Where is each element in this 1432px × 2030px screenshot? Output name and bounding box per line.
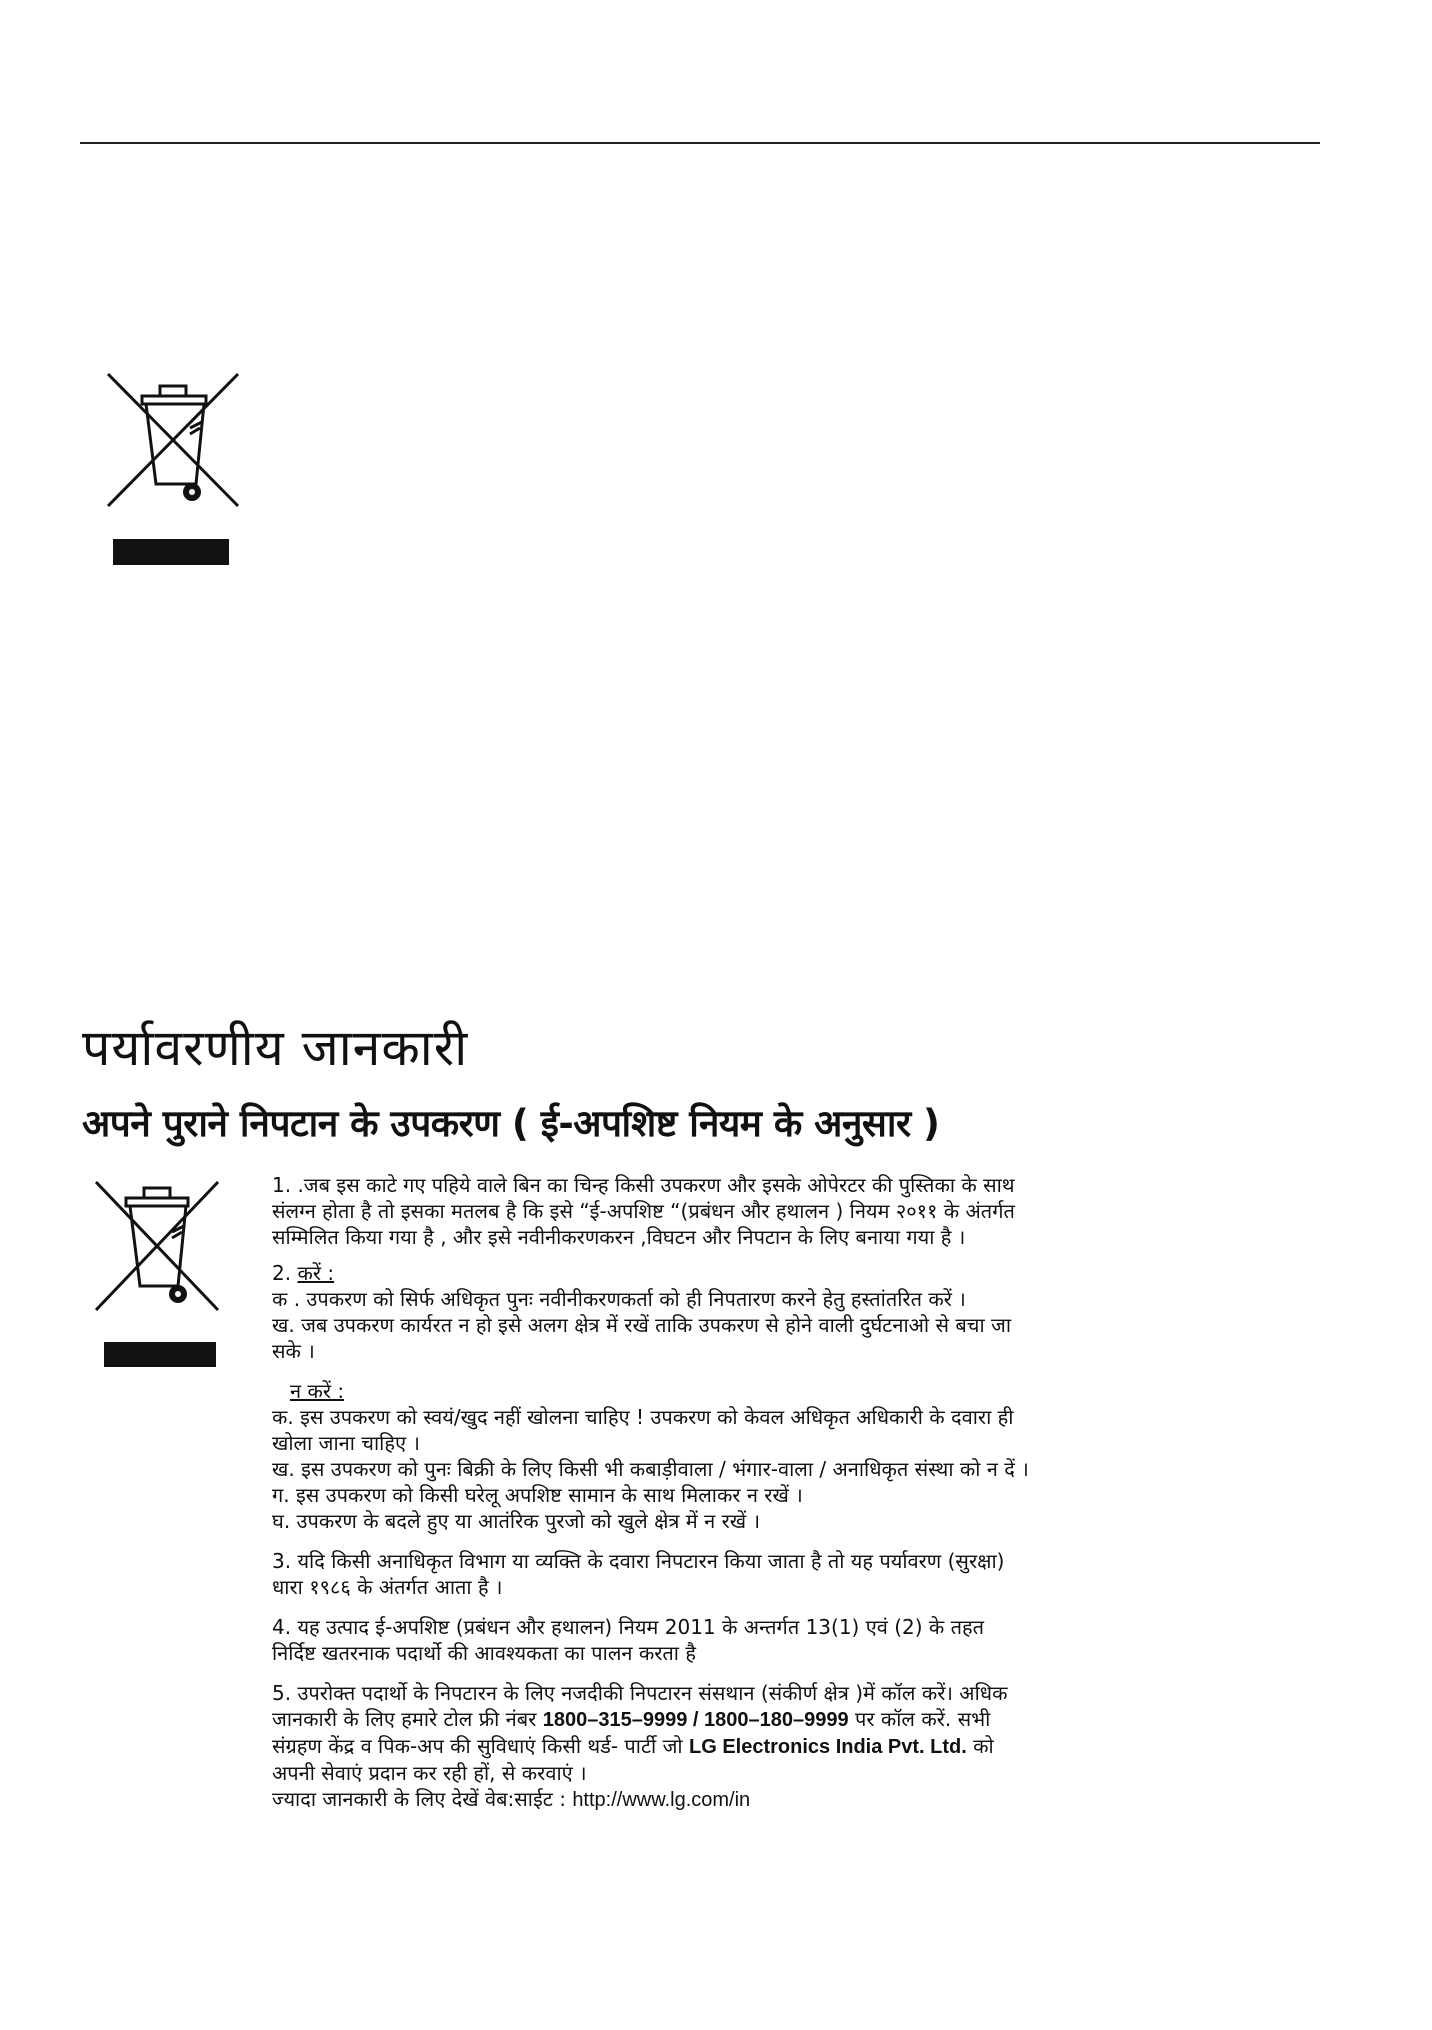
crossed-out-bin-icon-2 xyxy=(92,1176,222,1314)
weee-bar-2 xyxy=(104,1342,216,1367)
company-name: LG Electronics India Pvt. Ltd. xyxy=(688,1736,967,1758)
website-label: ज्यादा जानकारी के लिए देखें वेब:साईट : xyxy=(272,1787,566,1811)
point-3: 3. यदि किसी अनाधिकृत विभाग या व्यक्ति के दवारा निपटारन किया जाता है तो यह पर्यावरण (सुरक्षा) धारा १९८६ के अंतर्गत आता है । xyxy=(272,1549,1005,1599)
do-heading: करें : xyxy=(297,1261,335,1285)
do-item-b: ख. जब उपकरण कार्यरत न हो इसे अलग क्षेत्र में रखें ताकि उपकरण से होने वाली दुर्घटनाओ से बचा जा सके । xyxy=(272,1313,1012,1363)
website-line xyxy=(272,1786,1032,1813)
section-subtitle: अपने पुराने निपटान के उपकरण ( ई-अपशिष्ट नियम के अनुसार ) xyxy=(82,1102,940,1145)
dont-item-b: ख. इस उपकरण को पुनः बिक्री के लिए किसी भी कबाड़ीवाला / भंगार-वाला / अनाधिकृत संस्था को न दें । xyxy=(272,1457,1029,1481)
point-2-number: 2. xyxy=(272,1261,292,1285)
point-5-text-b: पर कॉल करें. सभी संग्रहण केंद्र व पिक-अप की सुविधाएं किसी थर्ड- पार्टी जो xyxy=(272,1707,991,1758)
dont-item-d: घ. उपकरण के बदले हुए या आतंरिक पुरजो को खुले क्षेत्र में न रखें । xyxy=(272,1509,761,1533)
point-1: 1. .जब इस काटे गए पहिये वाले बिन का चिन्ह किसी उपकरण और इसके ओपेरटर की पुस्तिका के साथ संलग्न होता है तो इसका मतलब है कि इसे “ई-अपशिष्ट “(प्रबंधन और हथालन ) नियम २०११ के अंतर्गत सम्मिलित किया गया है , और इसे नवीनीकरणकरन ,विघटन और निपटान के लिए बनाया गया है । xyxy=(272,1173,1015,1249)
dont-heading: न करें : xyxy=(290,1379,345,1403)
disposal-instructions xyxy=(272,1172,1032,1813)
top-divider xyxy=(80,142,1320,144)
page-title: पर्यावरणीय जानकारी xyxy=(82,1019,469,1077)
point-5 xyxy=(272,1680,1032,1786)
toll-free-numbers: 1800–315–9999 / 1800–180–9999 xyxy=(542,1709,849,1731)
point-5-text-a: 5. उपरोक्त पदार्थो के निपटारन के लिए नजदीकी निपटारन संसथान (संकीर्ण क्षेत्र )में कॉल करें। अधिक जानकारी के लिए हमारे टोल फ्री नंबर xyxy=(272,1681,1008,1731)
point-4: 4. यह उत्पाद ई-अपशिष्ट (प्रबंधन और हथालन) नियम 2011 के अन्तर्गत 13(1) एवं (2) के तहत निर्दिष्ट खतरनाक पदार्थो की आवश्यकता का पालन करता है xyxy=(272,1615,985,1665)
weee-bar xyxy=(113,539,229,565)
dont-item-c: ग. इस उपकरण को किसी घरेलू अपशिष्ट सामान के साथ मिलाकर न रखें । xyxy=(272,1483,803,1507)
do-item-a: क . उपकरण को सिर्फ अधिकृत पुनः नवीनीकरणकर्ता को ही निपतारण करने हेतु हस्तांतरित करें । xyxy=(272,1287,966,1311)
website-link[interactable]: http://www.lg.com/in xyxy=(572,1789,751,1811)
point-5-text-c: को अपनी सेवाएं प्रदान कर रही हों, से करवाएं । xyxy=(272,1734,994,1785)
point-2-heading xyxy=(272,1260,1032,1286)
crossed-out-bin-icon xyxy=(104,370,242,510)
dont-item-a: क. इस उपकरण को स्वयं/खुद नहीं खोलना चाहिए ! उपकरण को केवल अधिकृत अधिकारी के दवारा ही खोला जाना चाहिए । xyxy=(272,1405,1014,1455)
dont-heading-row xyxy=(272,1378,1032,1404)
